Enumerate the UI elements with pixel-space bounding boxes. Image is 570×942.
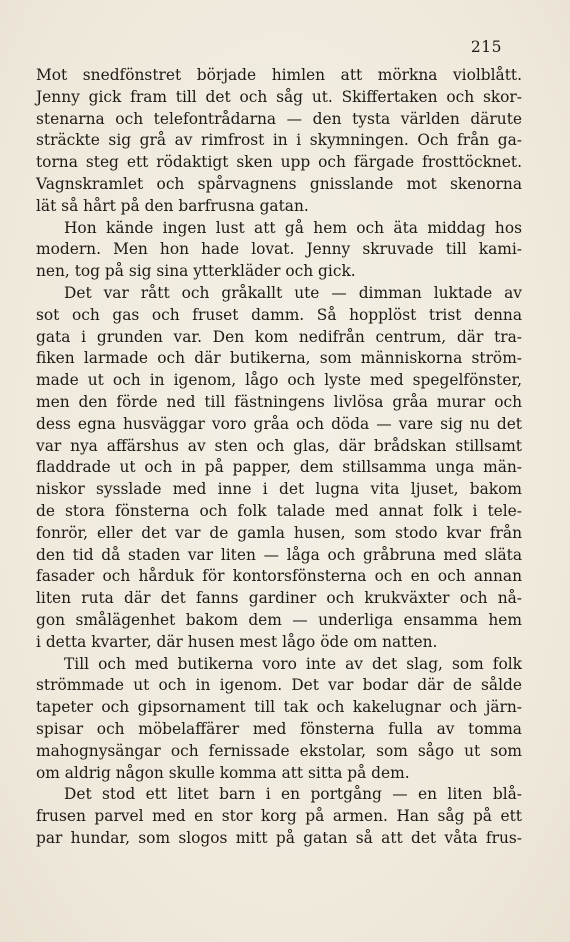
text-line: den tid då staden var liten — låga och gråbruna med släta — [36, 545, 522, 564]
text-line: men den förde ned till fästningens livlösa gråa murar och — [36, 392, 522, 411]
text-line: de stora fönsterna och folk talade med annat folk i tele- — [36, 501, 522, 520]
text-line: sträckte sig grå av rimfrost in i skymningen. Och från ga- — [36, 131, 522, 150]
text-line: made ut och in igenom, lågo och lyste med spegelfönster, — [36, 371, 522, 390]
text-line: var nya affärshus av sten och glas, där brådskan stillsamt — [36, 436, 522, 455]
text-line: om aldrig någon skulle komma att sitta på dem. — [36, 763, 410, 782]
text-line: gon smålägenhet bakom dem — underliga ensamma hem — [36, 610, 522, 629]
text-line: strömmade ut och in igenom. Det var bodar där de sålde — [36, 676, 522, 695]
paragraph — [36, 654, 522, 785]
text-line: i detta kvarter, där husen mest lågo öde om natten. — [36, 632, 438, 651]
text-line: liten ruta där det fanns gardiner och krukväxter och nå- — [36, 589, 522, 608]
text-line: nen, tog på sig sina ytterkläder och gick. — [36, 262, 356, 281]
text-line: torna steg ett rödaktigt sken upp och färgade frosttöcknet. — [36, 153, 522, 172]
text-line: Till och med butikerna voro inte av det slag, som folk — [64, 654, 522, 673]
page-number: 215 — [470, 38, 502, 56]
text-line: fladdrade ut och in på papper, dem stillsamma unga män- — [36, 458, 522, 477]
text-line: gata i grunden var. Den kom nedifrån centrum, där tra- — [36, 327, 522, 346]
text-line: Det var rått och gråkallt ute — dimman luktade av — [64, 283, 522, 302]
text-line: frusen parvel med en stor korg på armen. Han såg på ett — [36, 807, 522, 826]
text-line: lät så hårt på den barfrusna gatan. — [36, 196, 309, 215]
text-line: Det stod ett litet barn i en portgång — en liten blå- — [64, 785, 522, 804]
body-text — [36, 65, 522, 850]
paragraph — [36, 283, 522, 654]
text-line: Hon kände ingen lust att gå hem och äta middag hos — [64, 218, 522, 237]
text-line: fasader och hårduk för kontorsfönsterna och en och annan — [36, 567, 522, 586]
text-line: mahognysängar och fernissade ekstolar, som sågo ut som — [36, 741, 522, 760]
text-line: par hundar, som slogos mitt på gatan så att det våta frus- — [36, 828, 522, 847]
text-line: dess egna husväggar voro gråa och döda — vare sig nu det — [36, 414, 522, 433]
text-line: tapeter och gipsornament till tak och kakelugnar och järn- — [36, 698, 522, 717]
text-line: fiken larmade och där butikerna, som människorna ström- — [36, 349, 522, 368]
text-line: fonrör, eller det var de gamla husen, som stodo kvar från — [36, 523, 522, 542]
text-line: Jenny gick fram till det och såg ut. Skiffertaken och skor- — [36, 87, 522, 106]
text-line: modern. Men hon hade lovat. Jenny skruvade till kami- — [36, 240, 522, 259]
paragraph — [36, 65, 522, 218]
text-line: spisar och möbelaffärer med fönsterna fulla av tomma — [36, 719, 522, 738]
paragraph — [36, 218, 522, 283]
paragraph — [36, 784, 522, 849]
text-line: stenarna och telefontrådarna — den tysta världen därute — [36, 109, 522, 128]
text-line: niskor sysslade med inne i det lugna vita ljuset, bakom — [36, 480, 522, 499]
text-line: Vagnskramlet och spårvagnens gnisslande mot skenorna — [36, 174, 522, 193]
text-line: Mot snedfönstret började himlen att mörkna violblått. — [36, 66, 522, 84]
text-line: sot och gas och fruset damm. Så hopplöst trist denna — [36, 305, 522, 324]
